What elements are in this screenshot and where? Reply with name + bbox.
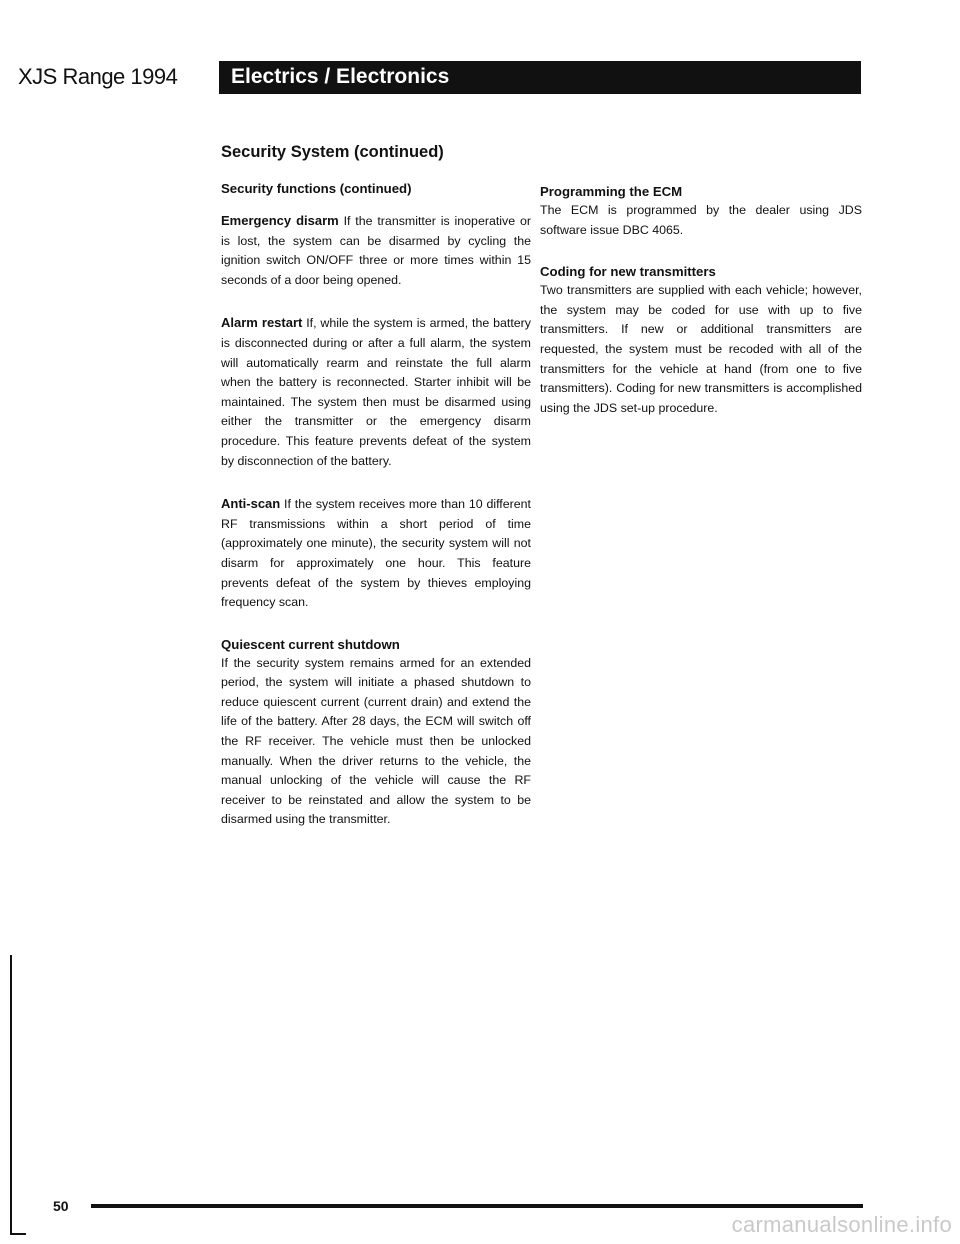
- quiescent-section: [221, 636, 531, 830]
- programming-heading: Programming the ECM: [540, 184, 683, 199]
- coding-text: Two transmitters are supplied with each vehicle; however, the system may be coded for use with up to five transmitters. If new or additional transmitters are requested, the system must be recoded with all of the transmitters for the vehicle at hand (from one to five transmitters). Coding for new transmitters is accomplished using the JDS set-up procedure.: [540, 283, 862, 415]
- anti-scan-label: Anti-scan: [221, 496, 281, 512]
- emergency-disarm-label: Emergency disarm: [221, 213, 339, 228]
- footer-rule: [91, 1204, 863, 1208]
- quiescent-heading: Quiescent current shutdown: [221, 636, 400, 652]
- sub-heading: Security functions (continued): [221, 181, 412, 196]
- watermark: carmanualsonline.info: [731, 1212, 952, 1237]
- left-column: [221, 180, 531, 853]
- programming-section: [540, 183, 862, 240]
- emergency-disarm-paragraph: [221, 211, 531, 290]
- programming-text: The ECM is programmed by the dealer using JDS software issue DBC 4065.: [540, 203, 862, 237]
- anti-scan-text: If the system receives more than 10 different RF transmissions within a short period of time (approximately one minute), the security system will not disarm for approximately one hour. This feature prevents defeat of the system by thieves employing frequency scan.: [221, 497, 531, 610]
- section-title: Electrics / Electronics: [231, 65, 450, 88]
- quiescent-text: If the security system remains armed for an extended period, the system will initiate a phased shutdown to reduce quiescent current (current drain) and extend the life of the battery. After 28 days, the ECM will switch off the RF receiver. The vehicle must then be unlocked manually. When the driver returns to the vehicle, the manual unlocking of the vehicle will cause the RF receiver to be reinstated and allow the system to be disarmed using the transmitter.: [221, 655, 531, 827]
- page-number: 50: [53, 1198, 69, 1214]
- crop-mark-horizontal: [10, 1233, 26, 1235]
- coding-heading: Coding for new transmitters: [540, 264, 716, 280]
- section-header-bar: [219, 61, 861, 94]
- right-column: [540, 183, 862, 441]
- coding-section: [540, 263, 862, 418]
- emergency-disarm-text: If the transmitter is inoperative or is lost, the system can be disarmed by cycling the ignition switch ON/OFF three or more times within 15 seconds of a door being opened.: [221, 214, 531, 287]
- document-title: XJS Range 1994: [18, 64, 178, 89]
- crop-mark-vertical: [10, 955, 12, 1235]
- alarm-restart-text: If, while the system is armed, the battery is disconnected during or after a full alarm, the system will automatically rearm and reinstate the full alarm when the battery is reconnected. Starter inhibit will be maintained. The system then must be disarmed using either the transmitter or the emergency disarm procedure. This feature prevents defeat of the system by disconnection of the battery.: [221, 316, 531, 468]
- page-title: Security System (continued): [221, 143, 444, 161]
- alarm-restart-paragraph: [221, 313, 531, 471]
- alarm-restart-label: Alarm restart: [221, 315, 303, 331]
- anti-scan-paragraph: [221, 494, 531, 613]
